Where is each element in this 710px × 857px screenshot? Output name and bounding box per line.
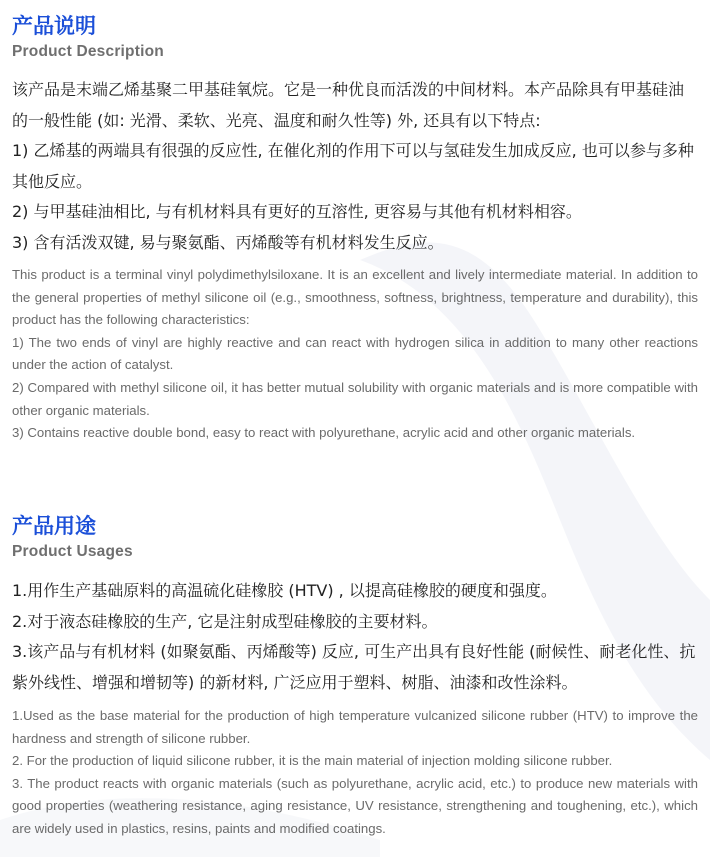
en-paragraph: 3) Contains reactive double bond, easy to react with polyurethane, acrylic acid and other organic materials. (12, 425, 636, 441)
cn-paragraph: 该产品是末端乙烯基聚二甲基硅氧烷。它是一种优良而活泼的中间材料。本产品除具有甲基硅油的一般性能 (如: 光滑、柔软、光亮、温度和耐久性等) 外, 还具有以下特点: (12, 80, 685, 130)
product-usages-section (12, 512, 698, 841)
usages-cn-text (12, 576, 698, 698)
en-paragraph: 1.Used as the base material for the production of high temperature vulcanized silicone rubber (HTV) to improve the hardness and strength of silicone rubber. (12, 708, 698, 746)
product-description-section (12, 12, 698, 445)
cn-paragraph: 3.该产品与有机材料 (如聚氨酯、丙烯酸等) 反应, 可生产出具有良好性能 (耐候性、耐老化性、抗紫外线性、增强和增韧等) 的新材料, 广泛应用于塑料、树脂、油漆和改性涂料。 (12, 642, 696, 692)
section-title-en: Product Usages (12, 543, 133, 560)
section-title-cn: 产品说明 (12, 14, 96, 38)
description-en-text (12, 264, 698, 445)
cn-paragraph: 2.对于液态硅橡胶的生产, 它是注射成型硅橡胶的主要材料。 (12, 611, 438, 631)
cn-paragraph: 3) 含有活泼双键, 易与聚氨酯、丙烯酸等有机材料发生反应。 (12, 232, 444, 252)
en-paragraph: 3. The product reacts with organic materials (such as polyurethane, acrylic acid, etc.) to produce new materials with good properties (weathering resistance, aging resistance, UV resistance, strengthening and toughening, etc.), which are widely used in plastics, resins, paints and modified coatings. (12, 775, 698, 836)
cn-paragraph: 1) 乙烯基的两端具有很强的反应性, 在催化剂的作用下可以与氢硅发生加成反应, 也可以参与多种其他反应。 (12, 141, 694, 191)
en-paragraph: This product is a terminal vinyl polydimethylsiloxane. It is an excellent and lively intermediate material. In addition to the general properties of methyl silicone oil (e.g., smoothness, softness, brightness, temperature and durability), this product has the following characteristics: (12, 267, 698, 328)
section-title-en: Product Description (12, 43, 164, 60)
section-title-cn: 产品用途 (12, 514, 96, 538)
en-paragraph: 2) Compared with methyl silicone oil, it has better mutual solubility with organic materials and is more compatible with other organic materials. (12, 379, 698, 418)
en-paragraph: 2. For the production of liquid silicone rubber, it is the main material of injection molding silicone rubber. (12, 753, 613, 769)
description-cn-text (12, 75, 698, 258)
cn-paragraph: 2) 与甲基硅油相比, 与有机材料具有更好的互溶性, 更容易与其他有机材料相容。 (12, 202, 582, 221)
en-paragraph: 1) The two ends of vinyl are highly reactive and can react with hydrogen silica in addition to many other reactions under the action of catalyst. (12, 334, 698, 373)
usages-en-text (12, 705, 698, 841)
cn-paragraph: 1.用作生产基础原料的高温硫化硅橡胶 (HTV) , 以提高硅橡胶的硬度和强度。 (12, 581, 557, 600)
